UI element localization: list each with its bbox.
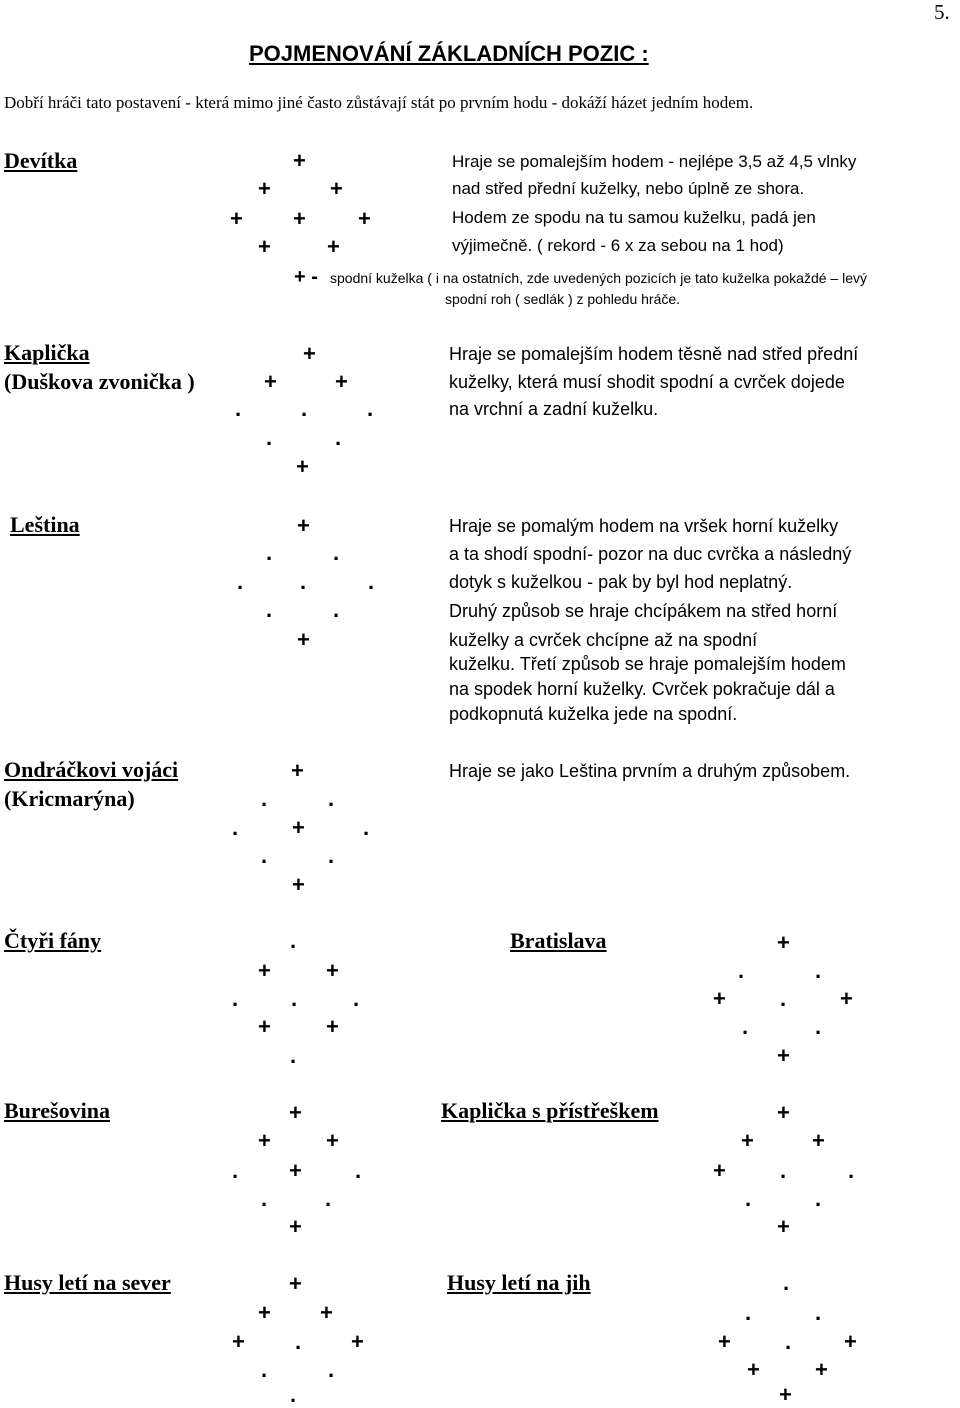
pin-mark: + bbox=[335, 369, 348, 394]
page-title: POJMENOVÁNÍ ZÁKLADNÍCH POZIC : bbox=[249, 41, 649, 66]
empty-mark: . bbox=[291, 986, 298, 1011]
description-line: Hraje se pomalejším hodem - nejlépe 3,5 až 4,5 vlnky bbox=[452, 152, 857, 171]
empty-mark: . bbox=[785, 1329, 792, 1354]
pin-mark: + bbox=[747, 1357, 760, 1382]
empty-mark: . bbox=[261, 786, 268, 811]
description-line: Hraje se pomalejším hodem těsně nad střed přední bbox=[449, 344, 859, 364]
empty-mark: . bbox=[815, 958, 822, 983]
position-name-kaplicka-pristresek: Kaplička s přístřeškem bbox=[441, 1098, 659, 1123]
position-name-ondrackovi: Ondráčkovi vojáci bbox=[4, 757, 179, 782]
position-name-lestina: Leština bbox=[10, 512, 80, 537]
pin-mark: + bbox=[812, 1128, 825, 1153]
pin-mark: + bbox=[258, 1300, 271, 1325]
pin-mark: + bbox=[351, 1329, 364, 1354]
pin-mark: + bbox=[330, 176, 343, 201]
empty-mark: . bbox=[780, 1158, 787, 1183]
note-line: spodní kuželka ( i na ostatních, zde uvedených pozicích je tato kuželka pokaždé – levý bbox=[330, 270, 867, 286]
empty-mark: . bbox=[368, 569, 375, 594]
empty-mark: . bbox=[290, 928, 297, 953]
description-line: Druhý způsob se hraje chcípákem na střed horní bbox=[449, 601, 838, 621]
pin-mark: + bbox=[289, 1271, 302, 1296]
empty-mark: . bbox=[815, 1014, 822, 1039]
pin-mark: + bbox=[779, 1382, 792, 1407]
pin-mark: + bbox=[718, 1329, 731, 1354]
pin-mark: + bbox=[713, 1158, 726, 1183]
pin-mark: + bbox=[258, 234, 271, 259]
empty-mark: . bbox=[333, 540, 340, 565]
note-lead: + - bbox=[294, 266, 318, 288]
pin-mark: + bbox=[291, 758, 304, 783]
pin-mark: + bbox=[326, 1014, 339, 1039]
position-name-ctyri-fany: Čtyři fány bbox=[4, 928, 102, 953]
empty-mark: . bbox=[266, 425, 273, 450]
pin-mark: + bbox=[327, 234, 340, 259]
empty-mark: . bbox=[815, 1300, 822, 1325]
empty-mark: . bbox=[815, 1186, 822, 1211]
empty-mark: . bbox=[235, 396, 242, 421]
pin-mark: + bbox=[258, 1128, 271, 1153]
description-line: dotyk s kuželkou - pak by byl hod neplatný. bbox=[449, 572, 793, 592]
empty-mark: . bbox=[353, 986, 360, 1011]
pin-mark: + bbox=[292, 815, 305, 840]
pin-mark: + bbox=[777, 1043, 790, 1068]
description-line: kuželku. Třetí způsob se hraje pomalejším hodem bbox=[449, 654, 846, 674]
pin-mark: + bbox=[292, 872, 305, 897]
pin-mark: + bbox=[289, 1158, 302, 1183]
position-name-husy-jih: Husy letí na jih bbox=[447, 1270, 591, 1295]
empty-mark: . bbox=[363, 815, 370, 840]
empty-mark: . bbox=[261, 1186, 268, 1211]
empty-mark: . bbox=[300, 569, 307, 594]
empty-mark: . bbox=[325, 1186, 332, 1211]
description-line: Hraje se pomalým hodem na vršek horní kuželky bbox=[449, 516, 839, 536]
pin-mark: + bbox=[289, 1100, 302, 1125]
description-line: na vrchní a zadní kuželku. bbox=[449, 399, 659, 419]
position-subname-kaplicka: (Duškova zvonička ) bbox=[4, 369, 195, 394]
empty-mark: . bbox=[355, 1158, 362, 1183]
empty-mark: . bbox=[745, 1186, 752, 1211]
empty-mark: . bbox=[301, 396, 308, 421]
empty-mark: . bbox=[738, 958, 745, 983]
empty-mark: . bbox=[266, 597, 273, 622]
pin-mark: + bbox=[264, 369, 277, 394]
position-name-buresovina: Burešovina bbox=[4, 1098, 110, 1123]
description-line: Hodem ze spodu na tu samou kuželku, padá jen bbox=[452, 208, 816, 227]
empty-mark: . bbox=[333, 597, 340, 622]
intro-text: Dobří hráči tato postavení - která mimo jiné často zůstávají stát po prvním hodu - dokáží házet jedním hodem. bbox=[4, 93, 754, 112]
pin-mark: + bbox=[326, 958, 339, 983]
description-line: výjimečně. ( rekord - 6 x za sebou na 1 hod) bbox=[452, 236, 784, 255]
pin-mark: + bbox=[232, 1329, 245, 1354]
pin-mark: + bbox=[293, 148, 306, 173]
position-subname-ondrackovi: (Kricmarýna) bbox=[4, 786, 135, 811]
description-line: a ta shodí spodní- pozor na duc cvrčka a následný bbox=[449, 544, 852, 564]
pin-mark: + bbox=[840, 986, 853, 1011]
pin-mark: + bbox=[777, 1100, 790, 1125]
empty-mark: . bbox=[261, 843, 268, 868]
page-number: 5. bbox=[934, 0, 950, 24]
empty-mark: . bbox=[848, 1158, 855, 1183]
empty-mark: . bbox=[261, 1357, 268, 1382]
pin-mark: + bbox=[258, 958, 271, 983]
position-name-bratislava: Bratislava bbox=[510, 928, 607, 953]
pin-mark: + bbox=[777, 930, 790, 955]
pin-mark: + bbox=[258, 176, 271, 201]
empty-mark: . bbox=[328, 786, 335, 811]
empty-mark: . bbox=[367, 396, 374, 421]
description-line: kuželky, která musí shodit spodní a cvrček dojede bbox=[449, 372, 845, 392]
pin-mark: + bbox=[303, 341, 316, 366]
empty-mark: . bbox=[745, 1300, 752, 1325]
empty-mark: . bbox=[328, 843, 335, 868]
empty-mark: . bbox=[328, 1357, 335, 1382]
description-line: Hraje se jako Leština prvním a druhým způsobem. bbox=[449, 761, 851, 781]
empty-mark: . bbox=[783, 1270, 790, 1295]
empty-mark: . bbox=[232, 815, 239, 840]
pin-mark: + bbox=[289, 1214, 302, 1239]
pin-mark: + bbox=[326, 1128, 339, 1153]
empty-mark: . bbox=[290, 1382, 297, 1407]
description-line: podkopnutá kuželka jede na spodní. bbox=[449, 704, 738, 724]
empty-mark: . bbox=[780, 986, 787, 1011]
pin-mark: + bbox=[258, 1014, 271, 1039]
note-line: spodní roh ( sedlák ) z pohledu hráče. bbox=[445, 291, 681, 307]
description-line: kuželky a cvrček chcípne až na spodní bbox=[449, 630, 758, 650]
empty-mark: . bbox=[232, 1158, 239, 1183]
empty-mark: . bbox=[295, 1329, 302, 1354]
empty-mark: . bbox=[290, 1043, 297, 1068]
empty-mark: . bbox=[232, 986, 239, 1011]
pin-mark: + bbox=[713, 986, 726, 1011]
pin-mark: + bbox=[320, 1300, 333, 1325]
pin-mark: + bbox=[297, 627, 310, 652]
pin-mark: + bbox=[297, 513, 310, 538]
pin-mark: + bbox=[358, 206, 371, 231]
empty-mark: . bbox=[335, 425, 342, 450]
pin-mark: + bbox=[296, 454, 309, 479]
position-name-kaplicka: Kaplička bbox=[4, 340, 90, 365]
position-name-devitka: Devítka bbox=[4, 148, 78, 173]
pin-mark: + bbox=[293, 206, 306, 231]
description-line: nad střed přední kuželky, nebo úplně ze shora. bbox=[452, 179, 805, 198]
empty-mark: . bbox=[266, 540, 273, 565]
pin-mark: + bbox=[844, 1329, 857, 1354]
empty-mark: . bbox=[742, 1014, 749, 1039]
pin-mark: + bbox=[741, 1128, 754, 1153]
position-name-husy-sever: Husy letí na sever bbox=[4, 1270, 171, 1295]
description-line: na spodek horní kuželky. Cvrček pokračuje dál a bbox=[449, 679, 835, 699]
pin-mark: + bbox=[777, 1214, 790, 1239]
pin-mark: + bbox=[230, 206, 243, 231]
pin-mark: + bbox=[815, 1357, 828, 1382]
empty-mark: . bbox=[237, 569, 244, 594]
